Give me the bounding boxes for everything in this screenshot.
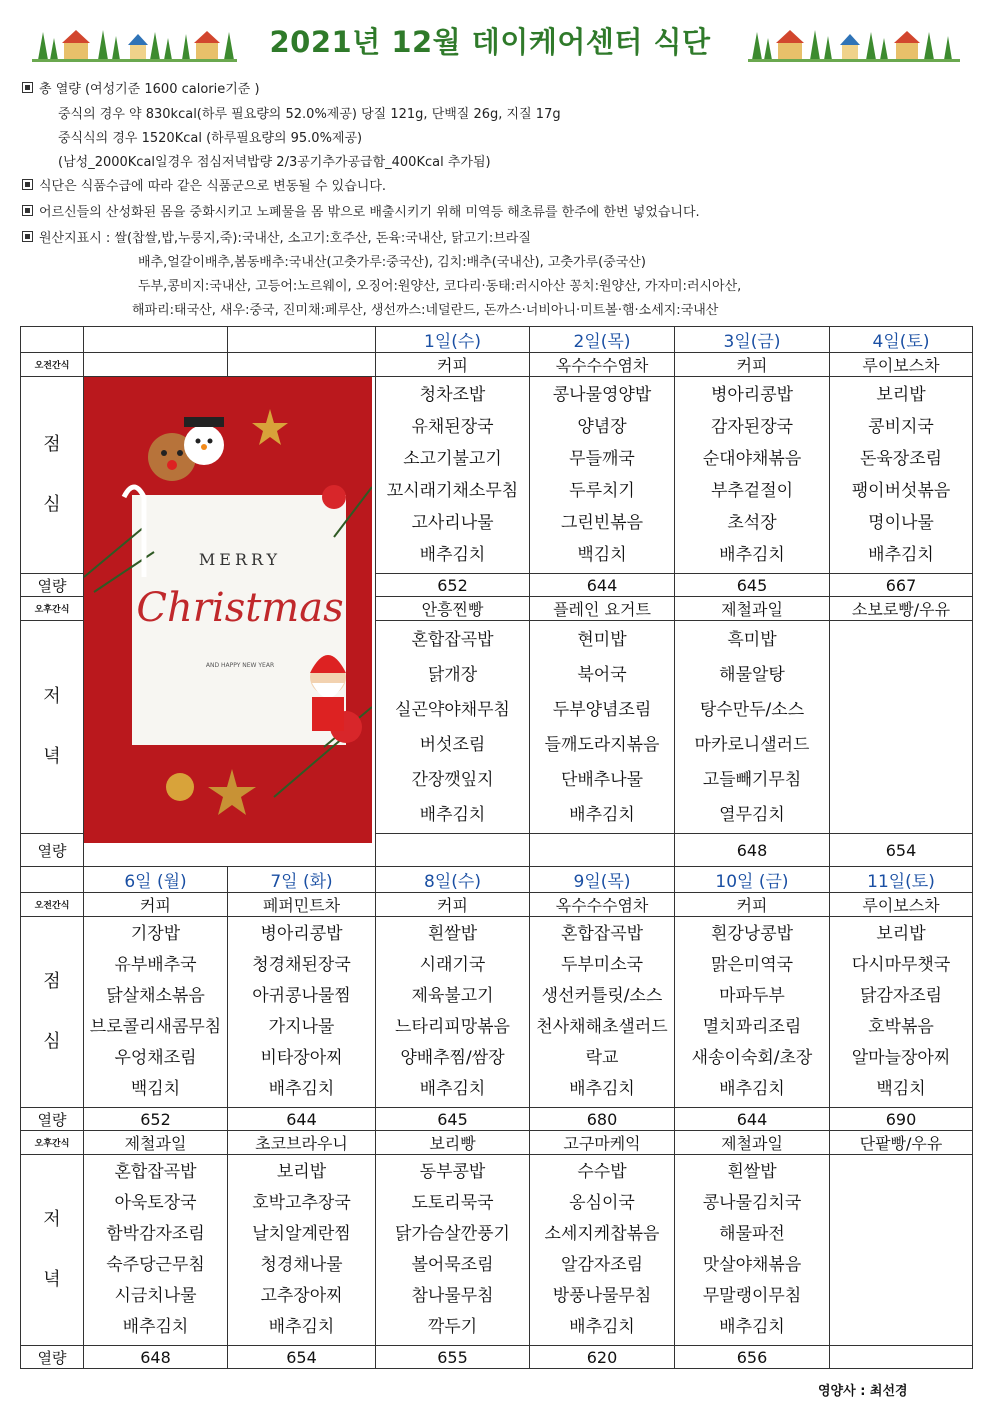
note-substitution [22,177,386,197]
dish: 흑미밥 [727,630,777,650]
date-header: 10일 (금) [675,867,830,893]
label-char: 점 [43,971,61,992]
calorie-cell [830,1346,973,1369]
dish: 혼합잡곡밥 [114,1162,197,1182]
dish: 해물파전 [719,1224,785,1244]
dinner-cell [830,1155,973,1346]
snack-cell: 커피 [376,353,530,377]
dish: 시금치나물 [114,1286,197,1306]
dish: 기장밥 [130,924,181,944]
lunch-cell [530,377,675,574]
dish: 양념장 [577,417,627,437]
dish: 병아리콩밥 [710,385,794,405]
empty-cell [530,834,675,867]
date-header: 8일(수) [376,867,530,893]
dish: 해물알탕 [719,665,785,685]
dish: 마카로니샐러드 [694,735,810,755]
calorie-cell: 690 [830,1108,973,1131]
label-char: 저 [43,1209,61,1230]
dish: 아욱토장국 [114,1193,197,1213]
dish: 호박볶음 [868,1017,934,1037]
dish: 배추김치 [419,805,486,825]
village-decoration-icon [748,22,960,62]
snack-cell: 커피 [84,893,228,917]
dish: 돈육장조림 [859,449,943,469]
dish: 아귀콩나물찜 [252,986,351,1006]
dish: 닭살채소볶음 [106,986,205,1006]
dish: 고사리나물 [411,513,494,533]
dish: 맑은미역국 [710,955,794,975]
bullet-icon [22,82,33,93]
christmas-image-cell [84,377,376,867]
dish: 숙주당근무침 [106,1255,205,1275]
note-origin-3: 두부,콩비지:국내산, 고등어:노르웨이, 오징어:원양산, 코다리·동태:러시아산 꽁치:원양산, 가자미:러시아산, [138,279,742,294]
empty-cell [228,327,376,353]
dinner-cell [830,621,973,834]
village-decoration-icon [32,22,237,62]
dish: 멸치꽈리조림 [702,1017,802,1037]
snack-cell: 소보로빵/우유 [830,597,973,621]
dish: 백김치 [876,1079,926,1099]
dish: 팽이버섯볶음 [851,481,951,501]
dinner-cell [530,621,675,834]
dish: 락교 [585,1048,619,1068]
dish: 두부미소국 [560,955,644,975]
note-total: 중식식의 경우 1520Kcal (하루필요량의 95.0%제공) [58,131,363,146]
dish: 깍두기 [427,1317,478,1337]
dish: 배추김치 [569,1317,635,1337]
dish: 흰쌀밥 [727,1162,777,1182]
dinner-cell [228,1155,376,1346]
note-text: 총 열량 (여성기준 1600 calorie기준 ) [39,82,260,97]
dish: 소세지케찹볶음 [544,1224,660,1244]
dish: 가지나물 [268,1017,335,1037]
snack-cell: 커피 [675,353,830,377]
dish: 옹심이국 [569,1193,635,1213]
christmas-text: Christmas [136,585,344,631]
calorie-cell: 652 [84,1108,228,1131]
lunch-label [21,377,84,574]
calorie-label: 열량 [21,1346,84,1369]
calorie-label: 열량 [21,1108,84,1131]
snack-cell: 제철과일 [84,1131,228,1155]
dish: 북어국 [577,665,627,685]
calorie-cell: 648 [675,834,830,867]
dinner-cell [376,1155,530,1346]
dish: 닭가슴살깐풍기 [395,1224,510,1244]
snack-cell: 제철과일 [675,1131,830,1155]
dish: 콩비지국 [868,417,934,437]
lunch-cell [530,917,675,1108]
dish: 맛살야채볶음 [702,1255,802,1275]
note-text: 식단은 식품수급에 따라 같은 식품군으로 변동될 수 있습니다. [39,179,387,194]
snack-cell: 단팥빵/우유 [830,1131,973,1155]
calorie-cell: 644 [675,1108,830,1131]
page-title: 2021년 12월 데이케어센터 식단 [269,25,711,59]
date-header: 3일(금) [675,327,830,353]
week2-dinner-row [21,1155,973,1346]
dish: 도토리묵국 [411,1193,494,1213]
calorie-cell: 655 [376,1346,530,1369]
calorie-cell: 652 [376,574,530,597]
date-header: 11일(토) [830,867,973,893]
dish: 콩나물영양밥 [552,385,652,405]
dish: 배추김치 [719,545,785,565]
dish: 보리밥 [276,1162,327,1182]
dish: 들깨도라지볶음 [544,735,660,755]
empty-cell [84,353,228,377]
dietitian-signature: 영양사 : 최선경 [818,1384,908,1399]
morning-snack-label: 오전간식 [21,893,84,917]
dinner-cell [84,1155,228,1346]
calorie-cell: 645 [376,1108,530,1131]
dish: 혼합잡곡밥 [560,924,644,944]
new-year-text: AND HAPPY NEW YEAR [205,662,275,669]
dish: 소고기불고기 [403,449,502,469]
date-header: 2일(목) [530,327,675,353]
dish: 느타리피망볶음 [395,1017,510,1037]
dish: 배추김치 [868,545,934,565]
dish: 우엉채조림 [114,1048,197,1068]
bullet-icon [22,205,33,216]
dinner-cell [675,1155,830,1346]
date-header: 9일(목) [530,867,675,893]
dish: 백김치 [577,545,627,565]
snack-cell: 옥수수수염차 [530,893,675,917]
dish: 마파두부 [719,986,785,1006]
week1-date-row [21,327,973,353]
dish: 배추김치 [569,805,635,825]
dish: 생선커틀릿/소스 [541,986,663,1006]
label-char: 심 [43,1031,61,1052]
dish: 함박감자조림 [106,1224,205,1244]
dish: 비타장아찌 [260,1048,343,1068]
dish: 청차조밥 [419,385,486,405]
dish: 버섯조림 [419,735,486,755]
lunch-label [21,917,84,1108]
dinner-cell [675,621,830,834]
dish: 볼어묵조림 [411,1255,494,1275]
dinner-label [21,621,84,834]
label-char: 심 [43,494,61,515]
week2-dinner-calorie-row [21,1346,973,1369]
dish: 무들깨국 [569,449,635,469]
date-header: 6일 (월) [84,867,228,893]
snack-cell: 루이보스차 [830,353,973,377]
bullet-icon [22,179,33,190]
dish: 배추김치 [719,1317,785,1337]
label-char: 점 [43,434,61,455]
dish: 청경채된장국 [252,955,351,975]
note-origin-2: 배추,얼갈이배추,봄동배추:국내산(고춧가루:중국산), 김치:배추(국내산), 고춧가루(중국산) [138,255,646,270]
snack-cell: 루이보스차 [830,893,973,917]
dish: 배추김치 [419,545,486,565]
note-seaweed [22,203,700,223]
dish: 배추김치 [569,1079,635,1099]
bullet-icon [22,231,33,242]
dish: 닭개장 [427,665,478,685]
dish: 그린빈볶음 [560,513,644,533]
dish: 콩나물김치국 [702,1193,802,1213]
dish: 보리밥 [876,385,926,405]
calorie-cell: 654 [228,1346,376,1369]
snack-cell: 제철과일 [675,597,830,621]
dish: 고추장아찌 [260,1286,343,1306]
dish: 명이나물 [868,513,934,533]
snack-cell: 보리빵 [376,1131,530,1155]
note-calorie [22,80,260,100]
week2-afternoon-snack-row [21,1131,973,1155]
snack-cell: 페퍼민트차 [228,893,376,917]
note-male: (남성_2000Kcal일경우 점심저녁밥량 2/3공기추가공급함_400Kcal 추가됨) [58,155,491,170]
dish: 브로콜리새콤무침 [89,1017,222,1037]
dish: 새송이숙회/초장 [691,1048,813,1068]
dish: 배추김치 [719,1079,785,1099]
dish: 닭감자조림 [859,986,943,1006]
lunch-cell [675,377,830,574]
dish: 다시마무챗국 [851,955,951,975]
morning-snack-label: 오전간식 [21,353,84,377]
calorie-cell: 644 [530,574,675,597]
date-header: 1일(수) [376,327,530,353]
week1-lunch-row [21,377,973,574]
snack-cell: 옥수수수염차 [530,353,675,377]
dish: 보리밥 [876,924,926,944]
dish: 배추김치 [419,1079,486,1099]
week2-morning-snack-row [21,893,973,917]
dish: 병아리콩밥 [260,924,343,944]
dish: 고들빼기무침 [702,770,802,790]
label-char: 저 [43,686,61,707]
lunch-cell [376,917,530,1108]
dish: 방풍나물무침 [552,1286,652,1306]
dish: 부추겉절이 [710,481,794,501]
dish: 열무김치 [719,805,785,825]
dish: 단배추나물 [560,770,644,790]
date-header: 7일 (화) [228,867,376,893]
calorie-cell: 667 [830,574,973,597]
dish: 배추김치 [268,1317,335,1337]
calorie-label: 열량 [21,574,84,597]
dish: 두부양념조림 [552,700,652,720]
calorie-cell: 620 [530,1346,675,1369]
empty-cell [21,327,84,353]
calorie-cell: 645 [675,574,830,597]
empty-cell [376,834,530,867]
calorie-cell: 654 [830,834,973,867]
dish: 간장깻잎지 [411,770,494,790]
note-origin [22,229,531,249]
dish: 알마늘장아찌 [851,1048,951,1068]
date-header: 4일(토) [830,327,973,353]
dish: 양배추찜/쌈장 [400,1048,505,1068]
dinner-cell [530,1155,675,1346]
dish: 유채된장국 [411,417,494,437]
label-char: 녁 [43,746,61,767]
snack-cell: 고구마케익 [530,1131,675,1155]
dish: 실곤약야채무침 [395,700,510,720]
title-bar [0,14,992,66]
label-char: 녁 [43,1269,61,1290]
dinner-label [21,1155,84,1346]
week2-lunch-row [21,917,973,1108]
calorie-label: 열량 [21,834,84,867]
lunch-cell [830,377,973,574]
merry-text: MERRY [198,550,282,569]
menu-table [20,326,972,1378]
calorie-cell: 644 [228,1108,376,1131]
dish: 유부배추국 [114,955,197,975]
dish: 알감자조림 [560,1255,644,1275]
dish: 혼합잡곡밥 [411,630,494,650]
dish: 초석장 [727,513,777,533]
dinner-cell [376,621,530,834]
dish: 시래기국 [419,955,486,975]
lunch-cell [675,917,830,1108]
calorie-cell: 680 [530,1108,675,1131]
dish: 탕수만두/소스 [699,700,805,720]
dish: 백김치 [130,1079,181,1099]
dish: 현미밥 [577,630,627,650]
calorie-cell: 656 [675,1346,830,1369]
snack-cell: 플레인 요거트 [530,597,675,621]
week2-date-row [21,867,973,893]
dish: 배추김치 [122,1317,189,1337]
dish: 꼬시래기채소무침 [386,481,519,501]
dish: 수수밥 [577,1162,627,1182]
lunch-cell [228,917,376,1108]
dish: 흰쌀밥 [427,924,478,944]
lunch-cell [830,917,973,1108]
dish: 동부콩밥 [419,1162,486,1182]
dish: 두루치기 [569,481,635,501]
dish: 감자된장국 [710,417,794,437]
note-text: 어르신들의 산성화된 몸을 중화시키고 노폐물을 몸 밖으로 배출시키기 위해 미역등 해초류를 한주에 한번 넣었습니다. [39,205,700,220]
afternoon-snack-label: 오후간식 [21,1131,84,1155]
dish: 제육불고기 [411,986,494,1006]
lunch-cell [376,377,530,574]
dish: 참나물무침 [411,1286,494,1306]
week2-lunch-calorie-row [21,1108,973,1131]
note-origin-4: 해파리:태국산, 새우:중국, 진미채:페루산, 생선까스:네덜란드, 돈까스·너비아니·미트볼·햄·소세지:국내산 [132,303,719,318]
note-text: 원산지표시 : 쌀(찹쌀,밥,누룽지,죽):국내산, 소고기:호주산, 돈육:국내산, 닭고기:브라질 [39,231,531,246]
afternoon-snack-label: 오후간식 [21,597,84,621]
dish: 흰강낭콩밥 [710,924,794,944]
snack-cell: 초코브라우니 [228,1131,376,1155]
dish: 천사채해초샐러드 [536,1017,668,1037]
snack-cell: 커피 [376,893,530,917]
empty-cell [21,867,84,893]
dish: 날치알계란찜 [252,1224,351,1244]
lunch-cell [84,917,228,1108]
empty-cell [228,353,376,377]
dish: 호박고추장국 [252,1193,351,1213]
dish: 배추김치 [268,1079,335,1099]
calorie-cell: 648 [84,1346,228,1369]
snack-cell: 안흥찐빵 [376,597,530,621]
christmas-card-image [84,377,372,843]
dish: 순대야채볶음 [702,449,802,469]
dish: 무말랭이무침 [702,1286,802,1306]
snack-cell: 커피 [675,893,830,917]
dish: 청경채나물 [260,1255,343,1275]
week1-morning-snack-row [21,353,973,377]
note-lunch: 중식의 경우 약 830kcal(하루 필요량의 52.0%제공) 당질 121g, 단백질 26g, 지질 17g [58,107,561,122]
empty-cell [84,327,228,353]
